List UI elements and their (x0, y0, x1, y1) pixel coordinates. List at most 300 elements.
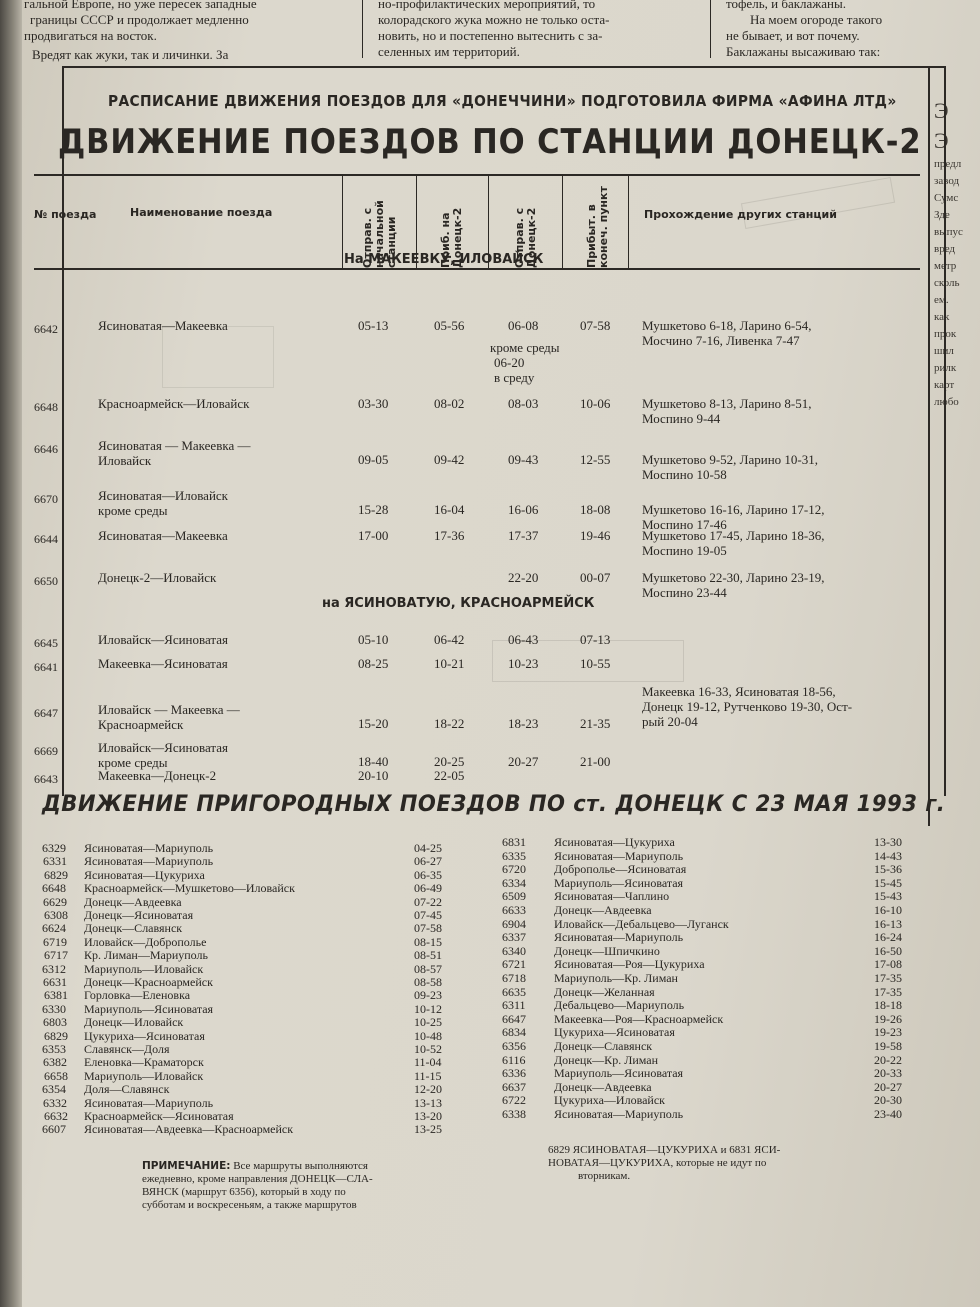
suburban-number: 6330 (42, 1001, 66, 1016)
suburban-number: 6633 (502, 903, 526, 917)
suburban-time: 20-22 (874, 1052, 902, 1067)
train-name: Иловайск — Макеевка — (98, 702, 240, 717)
suburban-number: 6831 (502, 835, 526, 849)
other-stations: Моспино 10-58 (642, 467, 727, 482)
suburban-number: 6334 (502, 875, 526, 890)
suburban-route: Донецк—Авдеевка (554, 903, 652, 917)
schedule-row (22, 684, 980, 732)
suburban-row (22, 999, 922, 1012)
suburban-time: 06-27 (414, 854, 442, 869)
time-t4: 21-35 (580, 716, 611, 731)
suburban-number: 6647 (502, 1011, 526, 1026)
suburban-number: 6340 (502, 943, 526, 958)
suburban-number: 6631 (43, 975, 67, 989)
schedule-row (22, 740, 980, 770)
col-header-other-stations: Прохождение других станций (644, 208, 837, 221)
right-fragment: выпус (934, 226, 963, 238)
top-line: новить, но и постепенно вытеснить с за- (378, 28, 603, 43)
train-name: кроме среды (98, 503, 168, 518)
suburban-number: 6354 (42, 1082, 66, 1097)
top-line: не бывает, и вот почему. (726, 28, 860, 43)
time-t4: 18-08 (580, 502, 611, 517)
suburban-route: Донецк—Славянск (554, 1039, 653, 1053)
suburban-note-right (548, 1144, 780, 1183)
suburban-route: Мариуполь—Кр. Лиман (554, 971, 678, 985)
suburban-number: 6311 (502, 998, 526, 1013)
suburban-number: 6381 (44, 988, 68, 1003)
train-number: 6641 (34, 660, 58, 674)
suburban-time: 06-35 (414, 867, 442, 882)
top-line: продвигаться на восток. (24, 28, 157, 43)
right-fragment: сколь (934, 277, 960, 289)
schedule-row (22, 438, 980, 482)
train-number: 6644 (34, 532, 58, 546)
suburban-route: Красноармейск—Ясиноватая (84, 1109, 234, 1123)
suburban-route: Ясиноватая—Мариуполь (554, 1107, 684, 1121)
suburban-route: Мариуполь—Иловайск (84, 1068, 204, 1083)
suburban-time: 10-12 (414, 1001, 442, 1016)
train-number: 6650 (34, 574, 58, 588)
suburban-time: 13-20 (414, 1109, 442, 1123)
other-stations: Моспино 9-44 (642, 411, 721, 426)
suburban-time: 12-20 (414, 1082, 442, 1097)
suburban-time: 08-58 (414, 975, 442, 989)
suburban-route: Ясиноватая—Роя—Цукуриха (554, 957, 705, 972)
suburban-time: 17-35 (874, 984, 902, 999)
top-line: Баклажаны высаживаю так: (726, 44, 881, 59)
time-t1: 05-10 (358, 632, 389, 647)
top-article-right (726, 0, 882, 60)
suburban-route: Цукуриха—Ясиноватая (84, 1028, 205, 1043)
time-t4: 07-58 (580, 318, 611, 333)
suburban-time: 16-24 (874, 930, 902, 945)
suburban-route: Еленовка—Краматорск (84, 1055, 204, 1070)
note-label: ПРИМЕЧАНИЕ: (142, 1160, 231, 1172)
newspaper-page (22, 0, 980, 1307)
right-fragment: ем. (934, 294, 949, 306)
suburban-route: Доля—Славянск (84, 1082, 170, 1097)
suburban-route: Ясиноватая—Авдеевка—Красноармейск (84, 1122, 294, 1137)
day-note: 06-20 (494, 355, 525, 370)
suburban-route: Славянск—Доля (84, 1042, 170, 1056)
top-line: На моем огороде такого (750, 12, 883, 27)
suburban-row (22, 945, 922, 958)
col-header-arr-final: Прибыт. в конеч. пункт (585, 186, 610, 268)
suburban-time: 11-04 (414, 1055, 442, 1070)
suburban-number: 6658 (44, 1068, 68, 1083)
suburban-number: 6719 (43, 934, 67, 949)
bleed-through-shape (492, 640, 684, 682)
suburban-number: 6829 (44, 867, 68, 882)
suburban-time: 20-30 (874, 1093, 902, 1108)
suburban-time: 19-26 (874, 1011, 902, 1026)
time-t4: 21-00 (580, 754, 611, 769)
time-t4: 07-13 (580, 632, 611, 647)
time-t3: 22-20 (508, 570, 539, 585)
suburban-route: Мариуполь—Ясиноватая (554, 875, 684, 890)
right-fragment: Э (934, 128, 949, 153)
other-stations: Мушкетово 6-18, Ларино 6-54, (642, 318, 812, 333)
time-t3: 06-43 (508, 632, 539, 647)
suburban-route: Донецк—Иловайск (84, 1015, 184, 1030)
suburban-time: 08-51 (414, 948, 442, 963)
train-name: Макеевка—Донецк-2 (98, 768, 217, 783)
time-t2: 22-05 (434, 768, 465, 783)
other-stations: Моспино 23-44 (642, 585, 727, 600)
train-number: 6643 (34, 772, 58, 786)
right-fragment: шил (934, 345, 954, 357)
suburban-row (22, 890, 922, 903)
suburban-number: 6308 (44, 908, 68, 922)
suburban-time: 14-43 (874, 848, 902, 863)
suburban-number: 6721 (502, 957, 526, 972)
suburban-route: Ясиноватая—Мариуполь (84, 841, 214, 855)
suburban-number: 6904 (502, 916, 526, 931)
right-fragment: Зде (934, 209, 950, 221)
suburban-time: 20-33 (874, 1066, 902, 1081)
schedule-row (22, 768, 980, 788)
other-stations: Мушкетово 16-16, Ларино 17-12, (642, 502, 825, 517)
suburban-time: 08-15 (414, 934, 442, 949)
suburban-title: ДВИЖЕНИЕ ПРИГОРОДНЫХ ПОЕЗДОВ ПО ст. ДОНЕЦК С 23 МАЯ 1993 г. (42, 792, 946, 817)
train-number: 6646 (34, 442, 58, 456)
time-t3: 20-27 (508, 754, 539, 769)
train-name: Красноармейск—Иловайск (98, 396, 250, 411)
time-t2: 09-42 (434, 452, 465, 467)
suburban-time: 13-25 (414, 1122, 442, 1137)
right-fragment: Сумс (934, 192, 959, 204)
suburban-number: 6509 (502, 889, 526, 904)
top-line: колорадского жука можно не только оста- (378, 12, 610, 27)
time-t4: 19-46 (580, 528, 611, 543)
suburban-time: 11-15 (414, 1068, 442, 1083)
note-line: субботам и воскресеньям, а также маршрутов (142, 1199, 357, 1211)
suburban-route: Ясиноватая—Мариуполь (554, 848, 684, 863)
time-t3: 06-08 (508, 318, 539, 333)
time-t2: 18-22 (434, 716, 465, 731)
time-t1: 15-20 (358, 716, 389, 731)
suburban-time: 10-25 (414, 1015, 442, 1030)
note-line: НОВАТАЯ—ЦУКУРИХА, которые не идут по (548, 1157, 767, 1169)
suburban-route: Ясиноватая—Чаплино (554, 889, 670, 904)
train-name: Ясиноватая—Макеевка (98, 528, 228, 543)
time-t3: 10-23 (508, 656, 539, 671)
time-t3: 18-23 (508, 716, 539, 731)
suburban-row (22, 1079, 922, 1097)
other-stations: рый 20-04 (642, 714, 698, 729)
suburban-number: 6332 (43, 1095, 67, 1110)
suburban-number: 6624 (42, 921, 66, 936)
suburban-row (22, 877, 922, 890)
suburban-route: Ясиноватая—Мариуполь (84, 1095, 214, 1110)
suburban-route: Ясиноватая—Мариуполь (84, 854, 214, 869)
suburban-time: 15-45 (874, 875, 902, 890)
time-t3: 08-03 (508, 396, 539, 411)
schedule-subtitle: РАСПИСАНИЕ ДВИЖЕНИЯ ПОЕЗДОВ ДЛЯ «ДОНЕЧЧИНИ» ПОДГОТОВИЛА ФИРМА «АФИНА ЛТД» (108, 92, 897, 110)
time-t1: 20-10 (358, 768, 389, 783)
note-line: ежедневно, кроме направления ДОНЕЦК—СЛА- (142, 1173, 373, 1185)
right-fragment: рилк (934, 362, 957, 374)
train-number: 6647 (34, 706, 58, 720)
suburban-row (22, 958, 922, 971)
suburban-route: Донецк—Шпичкино (554, 943, 660, 958)
suburban-route: Кр. Лиман—Мариуполь (84, 948, 208, 963)
train-name: кроме среды (98, 755, 168, 770)
right-fragment: метр (934, 260, 957, 272)
train-name: Ясиноватая — Макеевка — (98, 438, 251, 453)
suburban-route: Ясиноватая—Цукуриха (554, 835, 675, 849)
time-t1: 08-25 (358, 656, 389, 671)
right-fragment: Э (934, 98, 949, 123)
schedule-title: ДВИЖЕНИЕ ПОЕЗДОВ ПО СТАНЦИИ ДОНЕЦК-2 (58, 122, 922, 162)
other-stations: Мушкетово 17-45, Ларино 18-36, (642, 528, 825, 543)
suburban-time: 04-25 (414, 841, 442, 855)
suburban-number: 6637 (502, 1079, 526, 1094)
suburban-number: 6629 (43, 894, 67, 909)
suburban-row (22, 1052, 922, 1070)
schedule-row (22, 488, 980, 532)
suburban-row (22, 1013, 922, 1026)
top-line: границы СССР и продолжает медленно (30, 12, 249, 27)
right-fragment: карт (934, 379, 955, 391)
suburban-time: 13-30 (874, 835, 902, 849)
suburban-route: Иловайск—Доброполье (84, 934, 207, 949)
suburban-note (142, 1160, 512, 1212)
train-name: Ясиноватая—Иловайск (98, 488, 228, 503)
time-t2: 08-02 (434, 396, 465, 411)
time-t4: 12-55 (580, 452, 611, 467)
suburban-time: 20-27 (874, 1079, 902, 1094)
suburban-row (22, 904, 922, 917)
train-number: 6645 (34, 636, 58, 650)
day-note: кроме среды (490, 340, 560, 355)
suburban-row (22, 836, 922, 849)
suburban-number: 6336 (502, 1066, 526, 1081)
section-title: На МАКЕЕВКУ, ИЛОВАЙСК (344, 252, 544, 267)
suburban-number: 6632 (44, 1109, 68, 1123)
train-name: Макеевка—Ясиноватая (98, 656, 228, 671)
top-line: но-профилактических мероприятий, то (378, 0, 596, 11)
schedule-row (22, 570, 980, 600)
suburban-number: 6607 (42, 1122, 66, 1137)
suburban-number: 6335 (502, 848, 526, 863)
suburban-row (22, 1026, 922, 1039)
suburban-time: 17-08 (874, 957, 902, 972)
train-number: 6648 (34, 400, 58, 414)
train-number: 6669 (34, 744, 58, 758)
suburban-route: Донецк—Авдеевка (554, 1079, 652, 1094)
suburban-time: 09-23 (414, 988, 442, 1003)
suburban-route: Цукуриха—Ясиноватая (554, 1025, 675, 1040)
suburban-time: 19-58 (874, 1039, 902, 1053)
suburban-time: 15-43 (874, 889, 902, 904)
suburban-route: Донецк—Славянск (84, 921, 183, 936)
suburban-number: 6722 (502, 1093, 526, 1108)
suburban-time: 19-23 (874, 1025, 902, 1040)
suburban-time: 07-58 (414, 921, 442, 936)
col-header-number: № поезда (34, 208, 97, 221)
time-t1: 18-40 (358, 754, 389, 769)
suburban-row (22, 986, 922, 999)
column-rule (710, 0, 711, 58)
suburban-time: 06-49 (414, 881, 442, 896)
train-name: Ясиноватая—Макеевка (98, 318, 228, 333)
suburban-row (22, 972, 922, 985)
suburban-number: 6312 (42, 961, 66, 976)
suburban-number: 6353 (42, 1042, 66, 1056)
section-title: на ЯСИНОВАТУЮ, КРАСНОАРМЕЙСК (322, 596, 595, 611)
suburban-time: 08-57 (414, 961, 442, 976)
suburban-time: 13-13 (414, 1095, 442, 1110)
schedule-row (22, 528, 980, 558)
time-t3: 17-37 (508, 528, 539, 543)
col-rule (342, 176, 343, 268)
note-line: вторникам. (578, 1170, 631, 1182)
train-name: Иловайск (98, 453, 152, 468)
suburban-route: Иловайск—Дебальцево—Луганск (554, 916, 729, 931)
time-t2: 20-25 (434, 754, 465, 769)
time-t1: 17-00 (358, 528, 389, 543)
top-line: гальной Европе, но уже пересек западные (24, 0, 257, 11)
time-t4: 10-06 (580, 396, 611, 411)
suburban-row (22, 918, 922, 931)
top-article-left (24, 0, 257, 63)
bleed-through-shape (162, 326, 274, 388)
suburban-route: Донецк—Желанная (554, 984, 655, 999)
right-fragment: как (934, 311, 950, 323)
top-article-middle (378, 0, 609, 60)
suburban-time: 16-13 (874, 916, 902, 931)
suburban-row (22, 1094, 922, 1107)
suburban-time: 07-22 (414, 894, 442, 909)
col-header-name: Наименование поезда (130, 206, 273, 219)
suburban-route: Мариуполь—Ясиноватая (554, 1066, 684, 1081)
time-t1: 05-13 (358, 318, 389, 333)
suburban-number: 6829 (44, 1028, 68, 1043)
time-t3: 16-06 (508, 502, 539, 517)
col-rule (562, 176, 563, 268)
header-bottom-rule (34, 268, 920, 270)
suburban-route: Дебальцево—Мариуполь (554, 998, 685, 1013)
time-t3: 09-43 (508, 452, 539, 467)
col-header-dep-origin: Отправ. с начальной станции (361, 200, 398, 268)
train-number: 6642 (34, 322, 58, 336)
suburban-time: 10-52 (414, 1042, 442, 1056)
time-t2: 06-42 (434, 632, 465, 647)
suburban-row (22, 1123, 502, 1136)
time-t4: 00-07 (580, 570, 611, 585)
col-header-arr-donetsk2: Приб. на Донецк-2 (439, 207, 464, 268)
time-t2: 17-36 (434, 528, 465, 543)
time-t4: 10-55 (580, 656, 611, 671)
suburban-route: Мариуполь—Ясиноватая (84, 1001, 214, 1016)
schedule-row (22, 396, 980, 426)
suburban-number: 6720 (502, 862, 526, 877)
other-stations: Мушкетово 8-13, Ларино 8-51, (642, 396, 812, 411)
note-line: 6829 ЯСИНОВАТАЯ—ЦУКУРИХА и 6831 ЯСИ- (548, 1144, 781, 1156)
col-rule (628, 176, 629, 268)
suburban-route: Цукуриха—Иловайск (554, 1093, 665, 1108)
suburban-number: 6635 (502, 984, 526, 999)
suburban-time: 15-36 (874, 862, 902, 877)
suburban-number: 6329 (42, 841, 66, 855)
other-stations: Моспино 17-46 (642, 517, 727, 532)
suburban-time: 17-35 (874, 971, 902, 985)
suburban-route: Донецк—Авдеевка (84, 894, 182, 909)
time-t2: 16-04 (434, 502, 465, 517)
suburban-route: Горловка—Еленовка (84, 988, 191, 1003)
suburban-row (22, 850, 922, 863)
train-name: Иловайск—Ясиноватая (98, 740, 228, 755)
right-fragment: любо (934, 396, 959, 408)
suburban-number: 6648 (42, 881, 66, 896)
right-fragment: прок (934, 328, 957, 340)
suburban-route: Донецк—Ясиноватая (84, 908, 194, 922)
suburban-number: 6382 (43, 1055, 67, 1070)
time-t1: 03-30 (358, 396, 389, 411)
time-t2: 10-21 (434, 656, 465, 671)
other-stations: Донецк 19-12, Рутченково 19-30, Ост- (642, 699, 853, 714)
suburban-number: 6717 (44, 948, 68, 963)
col-header-dep-donetsk2: Отправ. с Донецк-2 (513, 207, 538, 268)
note-line: ВЯНСК (маршрут 6356), который в ходу по (142, 1186, 346, 1198)
suburban-number: 6331 (43, 854, 67, 869)
suburban-time: 07-45 (414, 908, 442, 922)
suburban-number: 6356 (502, 1039, 526, 1053)
suburban-route: Макеевка—Роя—Красноармейск (554, 1011, 724, 1026)
time-t1: 15-28 (358, 502, 389, 517)
top-line: селенных им территорий. (378, 44, 520, 59)
suburban-time: 23-40 (874, 1107, 902, 1121)
other-stations: Макеевка 16-33, Ясиноватая 18-56, (642, 684, 836, 699)
suburban-route: Ясиноватая—Цукуриха (84, 867, 205, 882)
time-t1: 09-05 (358, 452, 389, 467)
suburban-time: 16-50 (874, 943, 902, 958)
top-line: Вредят как жуки, так и личинки. За (32, 47, 229, 62)
day-note: в среду (494, 370, 535, 385)
suburban-time: 10-48 (414, 1028, 442, 1043)
suburban-route: Красноармейск—Мушкетово—Иловайск (84, 881, 295, 896)
train-number: 6670 (34, 492, 58, 506)
time-t2: 05-56 (434, 318, 465, 333)
other-stations: Моспино 19-05 (642, 543, 727, 558)
other-stations: Мушкетово 22-30, Ларино 23-19, (642, 570, 825, 585)
column-rule (362, 0, 363, 58)
suburban-route: Ясиноватая—Мариуполь (554, 930, 684, 945)
suburban-row (22, 1108, 922, 1121)
suburban-number: 6803 (43, 1015, 67, 1030)
suburban-row (22, 863, 922, 876)
page-fold (0, 0, 22, 1307)
train-name: Иловайск—Ясиноватая (98, 632, 228, 647)
suburban-number: 6718 (502, 971, 526, 985)
suburban-time: 18-18 (874, 998, 902, 1013)
train-name: Донецк-2—Иловайск (98, 570, 217, 585)
train-name: Красноармейск (98, 717, 184, 732)
suburban-route: Донецк—Красноармейск (84, 975, 213, 989)
suburban-row (22, 1067, 922, 1080)
top-line: тофель, и баклажаны. (726, 0, 846, 11)
note-line: Все маршруты выполняются (233, 1160, 368, 1172)
other-stations: Мушкетово 9-52, Ларино 10-31, (642, 452, 818, 467)
suburban-route: Доброполье—Ясиноватая (554, 862, 687, 877)
suburban-row (22, 1040, 922, 1053)
right-fragment: вред (934, 243, 956, 255)
suburban-row (22, 931, 922, 944)
right-fragment: предл (934, 158, 962, 170)
suburban-number: 6337 (502, 930, 526, 945)
suburban-number: 6338 (502, 1107, 526, 1121)
